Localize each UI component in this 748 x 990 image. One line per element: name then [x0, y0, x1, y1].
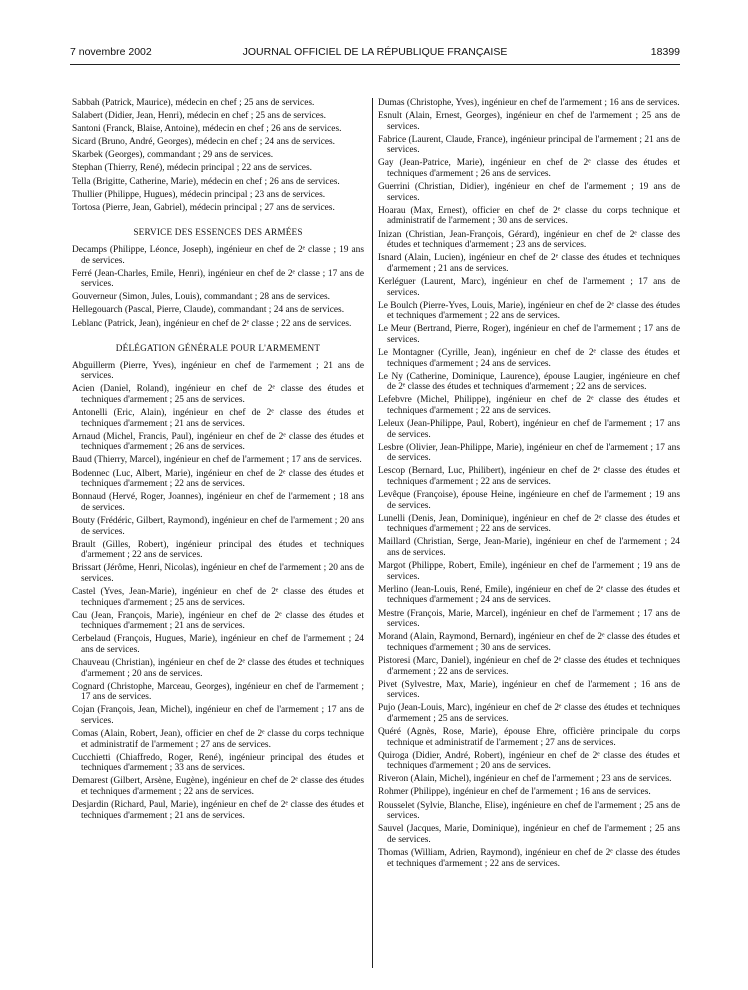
list-item: Pistoresi (Marc, Daniel), ingénieur en chef de 2ᵉ classe des études et techniques d'armement ; 22 ans de services. — [378, 655, 680, 677]
list-item: Baud (Thierry, Marcel), ingénieur en chef de l'armement ; 17 ans de services. — [72, 455, 362, 466]
list-item: Cucchietti (Chiaffredo, Roger, René), ingénieur principal des études et techniques d'armement ; 33 ans de services. — [72, 752, 364, 774]
list-item: Bouty (Frédéric, Gilbert, Raymond), ingénieur en chef de l'armement ; 20 ans de services. — [72, 515, 364, 537]
list-item: Levêque (Françoise), épouse Heine, ingénieure en chef de l'armement ; 19 ans de services. — [378, 490, 680, 511]
list-item: Acien (Daniel, Roland), ingénieur en chef de 2ᵉ classe des études et techniques d'armement ; 25 ans de services. — [72, 384, 364, 405]
list-item: Pujo (Jean-Louis, Marc), ingénieur en chef de 2ᵉ classe des études et techniques d'armement ; 25 ans de services. — [378, 703, 680, 724]
header-date: 7 novembre 2002 — [70, 46, 152, 58]
list-item: Kerléguer (Laurent, Marc), ingénieur en chef de l'armement ; 17 ans de services. — [378, 276, 680, 298]
list-item: Desjardin (Richard, Paul, Marie), ingénieur en chef de 2ᵉ classe des études et techniques d'armement ; 21 ans de services. — [72, 800, 364, 821]
header-journal-title: JOURNAL OFFICIEL DE LA RÉPUBLIQUE FRANÇAISE — [242, 46, 508, 58]
list-item: Merlino (Jean-Louis, René, Emile), ingénieur en chef de 2ᵉ classe des études et techniques d'armement ; 24 ans de services. — [378, 584, 680, 606]
list-item: Cau (Jean, François, Marie), ingénieur en chef de 2ᵉ classe des études et techniques d'armement ; 21 ans de services. — [72, 610, 364, 632]
list-item: Bonnaud (Hervé, Roger, Joannes), ingénieur en chef de l'armement ; 18 ans de services. — [72, 492, 364, 513]
list-item: Morand (Alain, Raymond, Bernard), ingénieur en chef de 2ᵉ classe des études et techniques d'armement ; 30 ans de services. — [378, 632, 680, 653]
list-item: Guerrini (Christian, Didier), ingénieur en chef de l'armement ; 19 ans de services. — [378, 182, 680, 203]
list-item: Lesbre (Olivier, Jean-Philippe, Marie), ingénieur en chef de l'armement ; 17 ans de services. — [378, 442, 680, 464]
list-item: Tella (Brigitte, Catherine, Marie), médecin en chef ; 26 ans de services. — [72, 176, 340, 187]
list-item: Leblanc (Patrick, Jean), ingénieur en chef de 2ᵉ classe ; 22 ans de services. — [72, 318, 352, 329]
list-item: Pivet (Sylvestre, Max, Marie), ingénieur en chef de l'armement ; 16 ans de services. — [378, 679, 680, 701]
list-item: Stephan (Thierry, René), médecin principal ; 22 ans de services. — [72, 163, 312, 174]
list-item: Isnard (Alain, Lucien), ingénieur en chef de 2ᵉ classe des études et techniques d'armement ; 21 ans de services. — [378, 253, 680, 274]
header-rule — [70, 64, 680, 65]
list-item: Brault (Gilles, Robert), ingénieur principal des études et techniques d'armement ; 22 ans de services. — [72, 539, 364, 561]
list-item: Skarbek (Georges), commandant ; 29 ans de services. — [72, 150, 274, 161]
list-item: Tortosa (Pierre, Jean, Gabriel), médecin principal ; 27 ans de services. — [72, 202, 335, 213]
list-item: Fabrice (Laurent, Claude, France), ingénieur principal de l'armement ; 21 ans de services. — [378, 134, 680, 156]
list-item: Thomas (William, Adrien, Raymond), ingénieur en chef de 2ᵉ classe des études et techniques d'armement ; 22 ans de services. — [378, 847, 680, 869]
list-item: Mestre (François, Marie, Marcel), ingénieur en chef de l'armement ; 17 ans de services. — [378, 608, 680, 630]
list-item: Quéré (Agnès, Rose, Marie), épouse Ehre, officière principale du corps technique et administratif de l'armement ; 27 ans de services. — [378, 726, 680, 748]
list-item: Salabert (Didier, Jean, Henri), médecin en chef ; 25 ans de services. — [72, 111, 326, 122]
medecins-list — [72, 98, 364, 213]
list-item: Quiroga (Didier, André, Robert), ingénieur en chef de 2ᵉ classe des études et techniques d'armement ; 20 ans de services. — [378, 750, 680, 772]
list-item: Santoni (Franck, Blaise, Antoine), médecin en chef ; 26 ans de services. — [72, 124, 342, 135]
list-item: Sauvel (Jacques, Marie, Dominique), ingénieur en chef de l'armement ; 25 ans de services. — [378, 824, 680, 845]
list-item: Leleux (Jean-Philippe, Paul, Robert), ingénieur en chef de l'armement ; 17 ans de services. — [378, 419, 680, 440]
list-item: Hellegouarch (Pascal, Pierre, Claude), commandant ; 24 ans de services. — [72, 305, 345, 316]
armement-list-left — [72, 361, 364, 822]
list-item: Abguillerm (Pierre, Yves), ingénieur en chef de l'armement ; 21 ans de services. — [72, 360, 364, 382]
list-item: Lefebvre (Michel, Philippe), ingénieur en chef de 2ᵉ classe des études et techniques d'armement ; 22 ans de services. — [378, 395, 680, 416]
list-item: Cerbelaud (François, Hugues, Marie), ingénieur en chef de l'armement ; 24 ans de services. — [72, 634, 364, 655]
list-item: Sicard (Bruno, André, Georges), médecin en chef ; 24 ans de services. — [72, 137, 336, 148]
list-item: Decamps (Philippe, Léonce, Joseph), ingénieur en chef de 2ᵉ classe ; 19 ans de services. — [72, 244, 364, 266]
list-item: Maillard (Christian, Serge, Jean-Marie), ingénieur en chef de l'armement ; 24 ans de services. — [378, 537, 680, 559]
list-item: Comas (Alain, Robert, Jean), officier en chef de 2ᵉ classe du corps technique et administratif de l'armement ; 27 ans de services. — [72, 729, 364, 750]
list-item: Le Boulch (Pierre-Yves, Louis, Marie), ingénieur en chef de 2ᵉ classe des études et techniques d'armement ; 22 ans de services. — [378, 300, 680, 322]
list-item: Riveron (Alain, Michel), ingénieur en chef de l'armement ; 23 ans de services. — [378, 774, 672, 785]
section-title-armement: DÉLÉGATION GÉNÉRALE POUR L'ARMEMENT — [115, 343, 321, 354]
section-title-essences: SERVICE DES ESSENCES DES ARMÉES — [133, 227, 303, 238]
list-item: Le Meur (Bertrand, Pierre, Roger), ingénieur en chef de l'armement ; 17 ans de services. — [378, 324, 680, 345]
list-item: Gay (Jean-Patrice, Marie), ingénieur en chef de 2ᵉ classe des études et techniques d'armement ; 26 ans de services. — [378, 158, 680, 180]
list-item: Demarest (Gilbert, Arsène, Eugène), ingénieur en chef de 2ᵉ classe des études et techniques d'armement ; 22 ans de services. — [72, 776, 364, 798]
list-item: Rohmer (Philippe), ingénieur en chef de l'armement ; 16 ans de services. — [378, 787, 651, 798]
list-item: Hoarau (Max, Ernest), officier en chef de 2ᵉ classe du corps technique et administratif de l'armement ; 30 ans de services. — [378, 205, 680, 227]
list-item: Thullier (Philippe, Hugues), médecin principal ; 23 ans de services. — [72, 189, 326, 200]
list-item: Esnult (Alain, Ernest, Georges), ingénieur en chef de l'armement ; 25 ans de services. — [378, 111, 680, 132]
left-column — [72, 98, 364, 824]
armement-list-right — [378, 98, 680, 869]
column-divider — [372, 98, 373, 968]
page-header — [70, 46, 680, 60]
list-item: Margot (Philippe, Robert, Emile), ingénieur en chef de l'armement ; 19 ans de services. — [378, 561, 680, 582]
list-item: Ferré (Jean-Charles, Emile, Henri), ingénieur en chef de 2ᵉ classe ; 17 ans de services. — [72, 268, 364, 290]
essences-list — [72, 245, 364, 329]
list-item: Cojan (François, Jean, Michel), ingénieur en chef de l'armement ; 17 ans de services. — [72, 705, 364, 726]
list-item: Inizan (Christian, Jean-François, Gérard), ingénieur en chef de 2ᵉ classe des études et techniques d'armement ; 23 ans de services. — [378, 229, 680, 251]
list-item: Chauveau (Christian), ingénieur en chef de 2ᵉ classe des études et techniques d'armement ; 20 ans de services. — [72, 658, 364, 679]
list-item: Castel (Yves, Jean-Marie), ingénieur en chef de 2ᵉ classe des études et techniques d'armement ; 25 ans de services. — [72, 586, 364, 608]
right-column — [378, 98, 680, 872]
list-item: Le Ny (Catherine, Dominique, Laurence), épouse Laugier, ingénieure en chef de 2ᵉ classe des études et techniques d'armement ; 22 ans de services. — [378, 371, 680, 393]
list-item: Cognard (Christophe, Marceau, Georges), ingénieur en chef de l'armement ; 17 ans de services. — [72, 681, 364, 703]
list-item: Gouverneur (Simon, Jules, Louis), commandant ; 28 ans de services. — [72, 292, 331, 303]
list-item: Bodennec (Luc, Albert, Marie), ingénieur en chef de 2ᵉ classe des études et techniques d'armement ; 22 ans de services. — [72, 468, 364, 490]
header-page-number: 18399 — [650, 46, 680, 58]
list-item: Brissart (Jérôme, Henri, Nicolas), ingénieur en chef de l'armement ; 20 ans de services. — [72, 563, 364, 584]
list-item: Arnaud (Michel, Francis, Paul), ingénieur en chef de 2ᵉ classe des études et techniques d'armement ; 26 ans de services. — [72, 431, 364, 453]
list-item: Lunelli (Denis, Jean, Dominique), ingénieur en chef de 2ᵉ classe des études et techniques d'armement ; 22 ans de services. — [378, 513, 680, 535]
list-item: Sabbah (Patrick, Maurice), médecin en chef ; 25 ans de services. — [72, 98, 315, 108]
list-item: Lescop (Bernard, Luc, Philibert), ingénieur en chef de 2ᵉ classe des études et techniques d'armement ; 22 ans de services. — [378, 466, 680, 487]
list-item: Le Montagner (Cyrille, Jean), ingénieur en chef de 2ᵉ classe des études et techniques d'armement ; 24 ans de services. — [378, 347, 680, 369]
list-item: Rousselet (Sylvie, Blanche, Elise), ingénieure en chef de l'armement ; 25 ans de services. — [378, 800, 680, 822]
list-item: Antonelli (Eric, Alain), ingénieur en chef de 2ᵉ classe des études et techniques d'armement ; 21 ans de services. — [72, 408, 364, 429]
list-item: Dumas (Christophe, Yves), ingénieur en chef de l'armement ; 16 ans de services. — [378, 98, 680, 108]
